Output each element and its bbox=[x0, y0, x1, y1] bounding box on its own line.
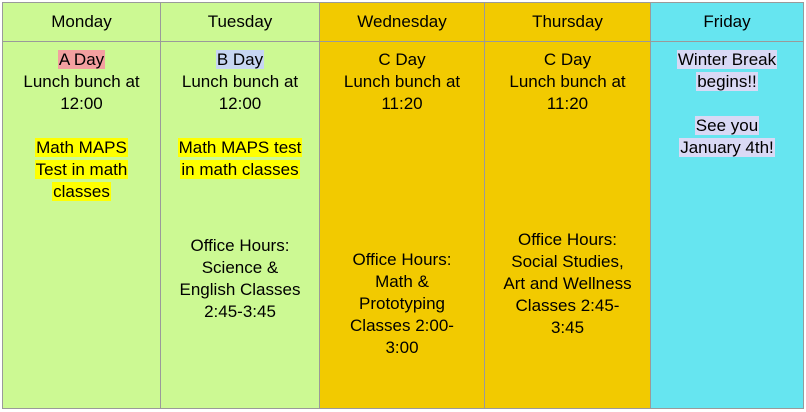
lunch-line: Lunch bunch at bbox=[343, 72, 461, 91]
lunch-time: 12:00 bbox=[60, 94, 103, 113]
cell-tuesday bbox=[161, 42, 320, 409]
office-hours-line: Classes 2:45- bbox=[515, 296, 620, 315]
note-line: Math MAPS bbox=[36, 138, 127, 157]
cell-monday bbox=[3, 42, 161, 409]
lunch-time: 12:00 bbox=[218, 94, 262, 113]
office-hours-line: English Classes bbox=[179, 280, 301, 299]
office-hours-line: 2:45-3:45 bbox=[204, 302, 276, 321]
office-hours-line: Math & bbox=[375, 272, 429, 291]
office-hours-line: Classes 2:00- bbox=[350, 316, 454, 335]
header-monday: Monday bbox=[3, 3, 161, 42]
header-row bbox=[3, 3, 804, 42]
note-line: Test in math bbox=[35, 160, 128, 179]
day-type-badge: B Day bbox=[216, 50, 264, 69]
announcement-line: Winter Break bbox=[677, 50, 777, 69]
weekly-schedule-table bbox=[2, 2, 804, 409]
note-line: in math classes bbox=[181, 160, 299, 179]
cell-thursday bbox=[485, 42, 651, 409]
day-type-badge: A Day bbox=[58, 50, 105, 69]
header-thursday: Thursday bbox=[485, 3, 651, 42]
lunch-time: 11:20 bbox=[381, 94, 423, 113]
office-hours-line: 3:00 bbox=[385, 338, 419, 357]
cell-wednesday bbox=[320, 42, 485, 409]
lunch-time: 11:20 bbox=[546, 94, 589, 113]
office-hours-line: Science & bbox=[201, 258, 279, 277]
content-row bbox=[3, 42, 804, 409]
day-type-label: C Day bbox=[378, 50, 426, 69]
farewell-line: January 4th! bbox=[680, 138, 774, 157]
office-hours-line: Office Hours: bbox=[352, 250, 452, 269]
note-line: Math MAPS test bbox=[178, 138, 302, 157]
office-hours-line: Office Hours: bbox=[518, 230, 617, 249]
office-hours-line: Office Hours: bbox=[190, 236, 290, 255]
lunch-line: Lunch bunch at bbox=[509, 72, 626, 91]
lunch-line: Lunch bunch at bbox=[23, 72, 140, 91]
office-hours-line: Social Studies, bbox=[511, 252, 624, 271]
announcement-line: begins!! bbox=[697, 72, 757, 91]
farewell-line: See you bbox=[695, 116, 759, 135]
header-friday: Friday bbox=[651, 3, 804, 42]
header-tuesday: Tuesday bbox=[161, 3, 320, 42]
header-wednesday: Wednesday bbox=[320, 3, 485, 42]
day-type-label: C Day bbox=[543, 50, 592, 69]
office-hours-line: Art and Wellness bbox=[503, 274, 632, 293]
cell-friday bbox=[651, 42, 804, 409]
office-hours-line: Prototyping bbox=[359, 294, 445, 313]
note-line: classes bbox=[53, 182, 110, 201]
lunch-line: Lunch bunch at bbox=[181, 72, 299, 91]
office-hours-line: 3:45 bbox=[550, 318, 585, 337]
